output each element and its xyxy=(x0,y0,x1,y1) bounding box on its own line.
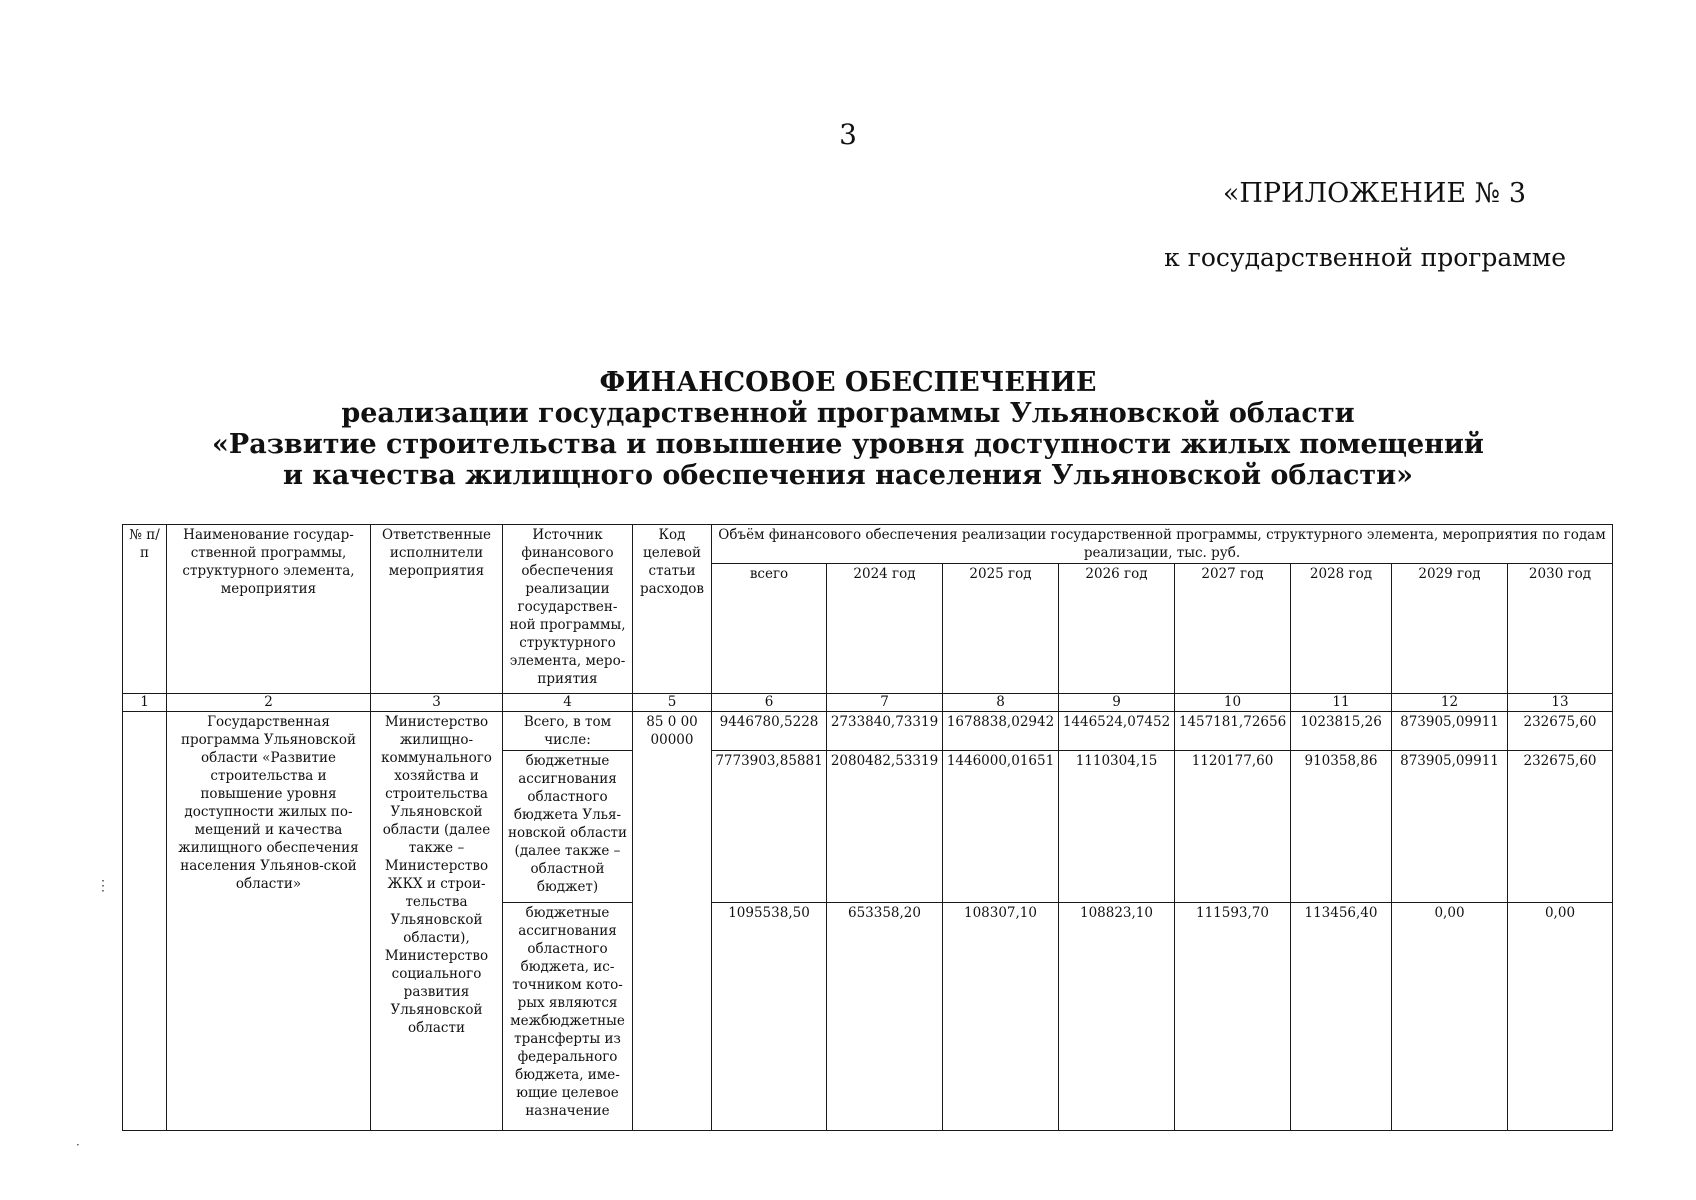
value-2028: 113456,40 xyxy=(1291,903,1392,1131)
row-num xyxy=(123,712,167,1131)
scan-mark: ⋮ xyxy=(96,878,110,894)
program-code: 85 0 00 00000 xyxy=(633,712,712,1131)
header-year-2030: 2030 год xyxy=(1508,564,1613,694)
program-executors: Министерство жилищно-коммунального хозяйства и строительства Ульяновской области (далее также – Министерство ЖКХ и строи-тельства Ульяновской области), Министерство социального развития Ульяновской области xyxy=(371,712,503,1131)
value-2026: 1446524,07452 xyxy=(1059,712,1175,751)
document-title xyxy=(0,367,1696,491)
value-2024: 2080482,53319 xyxy=(827,751,943,903)
value-2027: 1120177,60 xyxy=(1175,751,1291,903)
value-2029: 0,00 xyxy=(1392,903,1508,1131)
header-source: Источник финансового обеспечения реализации государствен-ной программы, структурного элемента, меро-приятия xyxy=(503,525,633,694)
value-2030: 232675,60 xyxy=(1508,751,1613,903)
value-2028: 910358,86 xyxy=(1291,751,1392,903)
column-number: 11 xyxy=(1291,694,1392,712)
column-number: 1 xyxy=(123,694,167,712)
column-number: 2 xyxy=(167,694,371,712)
value-total: 7773903,85881 xyxy=(712,751,827,903)
financing-table xyxy=(122,524,1613,1131)
page-number: 3 xyxy=(839,118,857,151)
value-2029: 873905,09911 xyxy=(1392,751,1508,903)
value-2026: 108823,10 xyxy=(1059,903,1175,1131)
column-number: 5 xyxy=(633,694,712,712)
document-title-line-4: и качества жилищного обеспечения населения Ульяновской области» xyxy=(282,460,1414,491)
header-row-1 xyxy=(123,525,1613,564)
value-2024: 2733840,73319 xyxy=(827,712,943,751)
value-2030: 0,00 xyxy=(1508,903,1613,1131)
header-year-2027: 2027 год xyxy=(1175,564,1291,694)
value-2025: 1678838,02942 xyxy=(943,712,1059,751)
value-2024: 653358,20 xyxy=(827,903,943,1131)
header-name: Наименование государ-ственной программы, структурного элемента, мероприятия xyxy=(167,525,371,694)
header-total: всего xyxy=(712,564,827,694)
value-total: 1095538,50 xyxy=(712,903,827,1131)
value-2028: 1023815,26 xyxy=(1291,712,1392,751)
column-number: 3 xyxy=(371,694,503,712)
source-federal-transfers: бюджетные ассигнования областного бюджета, ис-точником кото-рых являются межбюджетные трансферты из федерального бюджета, име-ющие целевое назначение xyxy=(503,903,633,1131)
source-regional-budget: бюджетные ассигнования областного бюджета Улья-новской области (далее также – областной бюджет) xyxy=(503,751,633,903)
value-2026: 1110304,15 xyxy=(1059,751,1175,903)
header-year-2025: 2025 год xyxy=(943,564,1059,694)
source-total: Всего, в том числе: xyxy=(503,712,633,751)
header-executors: Ответственные исполнители мероприятия xyxy=(371,525,503,694)
column-number: 7 xyxy=(827,694,943,712)
value-2029: 873905,09911 xyxy=(1392,712,1508,751)
header-code: Код целевой статьи расходов xyxy=(633,525,712,694)
column-number: 8 xyxy=(943,694,1059,712)
column-number: 4 xyxy=(503,694,633,712)
value-2025: 1446000,01651 xyxy=(943,751,1059,903)
column-number: 6 xyxy=(712,694,827,712)
column-number: 10 xyxy=(1175,694,1291,712)
appendix-title: «ПРИЛОЖЕНИЕ № 3 xyxy=(1222,178,1526,209)
value-2027: 1457181,72656 xyxy=(1175,712,1291,751)
column-number: 12 xyxy=(1392,694,1508,712)
header-volume-group: Объём финансового обеспечения реализации государственной программы, структурного элемента, мероприятия по годам реализации, тыс. руб. xyxy=(712,525,1613,564)
value-total: 9446780,5228 xyxy=(712,712,827,751)
appendix-subtitle: к государственной программе xyxy=(1164,243,1566,272)
table-row xyxy=(123,712,1613,751)
program-name: Государственная программа Ульяновской области «Развитие строительства и повышение уровня доступности жилых по-мещений и качества жилищного обеспечения населения Ульянов-ской области» xyxy=(167,712,371,1131)
column-number: 9 xyxy=(1059,694,1175,712)
header-year-2028: 2028 год xyxy=(1291,564,1392,694)
scan-mark: · xyxy=(76,1138,80,1152)
value-2027: 111593,70 xyxy=(1175,903,1291,1131)
header-year-2026: 2026 год xyxy=(1059,564,1175,694)
document-title-line-1: ФИНАНСОВОЕ ОБЕСПЕЧЕНИЕ xyxy=(599,367,1097,398)
document-title-line-3: «Развитие строительства и повышение уровня доступности жилых помещений xyxy=(212,429,1484,460)
header-num: № п/п xyxy=(123,525,167,694)
document-title-line-2: реализации государственной программы Ульяновской области xyxy=(341,398,1355,429)
column-number: 13 xyxy=(1508,694,1613,712)
value-2025: 108307,10 xyxy=(943,903,1059,1131)
header-year-2024: 2024 год xyxy=(827,564,943,694)
value-2030: 232675,60 xyxy=(1508,712,1613,751)
header-year-2029: 2029 год xyxy=(1392,564,1508,694)
column-number-row xyxy=(123,694,1613,712)
